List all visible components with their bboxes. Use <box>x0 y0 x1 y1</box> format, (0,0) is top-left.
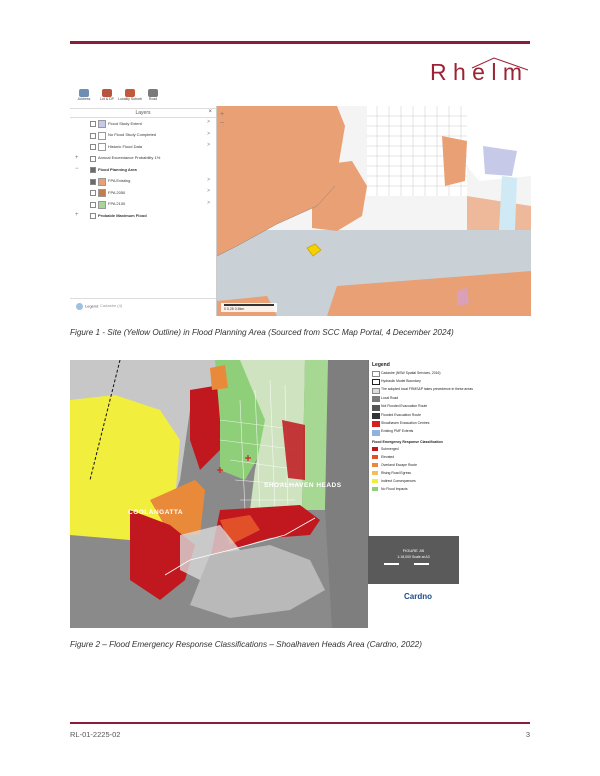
figure-number: FIGURE J/6 <box>402 548 425 553</box>
classification-label: Submerged <box>381 446 399 451</box>
header-rule <box>70 41 530 44</box>
layer-checkbox[interactable] <box>90 202 96 208</box>
figure-number-block <box>368 536 459 584</box>
layers-panel-footer <box>70 298 216 317</box>
layer-swatch <box>98 201 106 209</box>
classification-item <box>372 470 458 477</box>
flood-planning-map-graphic <box>217 106 531 316</box>
legend-swatch <box>372 421 380 427</box>
layer-swatch <box>98 143 106 151</box>
legend-item <box>372 370 458 377</box>
layer-checkbox[interactable] <box>90 121 96 127</box>
legend-item-label: Existing PMF Extents <box>381 429 414 434</box>
layer-checkbox[interactable] <box>90 133 96 139</box>
toolbar-button[interactable] <box>72 88 96 108</box>
layer-label: FPA Existing <box>108 178 131 183</box>
classification-swatch <box>372 487 378 491</box>
document-reference: RL-01-2225-02 <box>70 730 121 739</box>
scale-bar <box>221 303 277 312</box>
scale-bar-text: 0 0.25 0.5km <box>224 307 245 311</box>
toolbar-button[interactable] <box>118 88 142 108</box>
scale-note: 1:18,000 Scale at A3 <box>397 555 430 559</box>
toolbar-button-label: Address <box>77 97 91 101</box>
layer-row[interactable] <box>70 176 216 186</box>
classification-swatch <box>372 455 378 459</box>
legend-item <box>372 412 458 419</box>
layer-row[interactable] <box>70 141 216 151</box>
cardno-logo: Cardno <box>404 592 432 601</box>
layer-checkbox[interactable] <box>90 167 96 173</box>
classification-swatch <box>372 463 378 467</box>
layer-row[interactable] <box>70 199 216 209</box>
flood-planning-map[interactable] <box>216 106 531 316</box>
layer-row[interactable] <box>70 118 216 128</box>
toolbar-button-label: Road <box>148 97 158 101</box>
road-icon <box>148 89 158 97</box>
legend-swatch <box>372 371 380 377</box>
legend-swatch <box>372 388 380 394</box>
chevron-right-icon[interactable]: > <box>207 176 210 183</box>
classification-label: Rising Road Egress <box>381 470 411 475</box>
classification-title: Flood Emergency Response Classification <box>372 440 443 444</box>
toolbar-button[interactable] <box>95 88 119 108</box>
layer-row[interactable] <box>70 187 216 197</box>
classification-swatch <box>372 447 378 451</box>
logo-text: R h e l m <box>430 59 523 85</box>
legend-label: Legend <box>85 303 99 309</box>
locality-icon <box>125 89 135 97</box>
legend-swatch <box>372 396 380 402</box>
legend-swatch <box>372 413 380 419</box>
layer-label: FPA 2050 <box>108 189 126 195</box>
legend-icon <box>76 303 83 310</box>
layer-row[interactable] <box>70 210 216 220</box>
classification-label: Elevated <box>381 454 395 459</box>
layer-label: Flood Planning Area <box>98 166 137 172</box>
legend-swatch <box>372 405 380 411</box>
lot-dp-icon <box>102 89 112 97</box>
layer-checkbox[interactable] <box>90 144 96 150</box>
toolbar-button-label: Locality Suburb <box>118 97 143 101</box>
zoom-controls[interactable]: + − <box>220 111 225 127</box>
close-icon[interactable]: × <box>208 109 212 115</box>
classification-swatch <box>372 471 378 475</box>
figure-2-map <box>70 360 473 628</box>
layer-checkbox[interactable] <box>90 156 96 162</box>
legend-button[interactable] <box>76 303 98 310</box>
legend-item-label: Cadastre (NSW Spatial Services, 2016) <box>381 370 441 375</box>
layer-checkbox[interactable] <box>90 179 96 185</box>
layer-row[interactable] <box>70 153 216 163</box>
layer-label: Annual Exceedance Probability 1% <box>98 155 161 160</box>
figure-1-screenshot <box>70 88 530 316</box>
figure-2-caption: Figure 2 – Flood Emergency Response Classifications – Shoalhaven Heads Area (Cardno, 2022) <box>70 640 422 649</box>
classification-item <box>372 446 458 453</box>
chevron-right-icon[interactable]: > <box>207 188 210 194</box>
legend-item-label: Shoalhaven Evacuation Centres <box>381 420 430 425</box>
coolangatta-label: COOLANGATTA <box>128 509 184 516</box>
classification-item <box>372 462 458 469</box>
classification-item <box>372 454 458 461</box>
cadastre-search-button[interactable]: Cadastre (4) <box>100 303 123 308</box>
legend-title: Legend <box>372 362 390 368</box>
legend-swatch <box>372 430 380 436</box>
legend-item-label: The adopted local FRMS&P takes precedence in these areas <box>381 387 473 392</box>
layer-swatch <box>98 189 106 197</box>
layer-row[interactable] <box>70 164 216 174</box>
classification-swatch <box>372 479 378 483</box>
layers-panel-header <box>70 108 216 118</box>
expand-icon[interactable]: − <box>75 166 79 172</box>
legend-item-label: Not Flooded Evacuation Route <box>381 404 428 409</box>
scale-bar-line <box>224 304 274 306</box>
layer-label: No Flood Study Completed <box>108 132 157 137</box>
figure-1-caption: Figure 1 - Site (Yellow Outline) in Flood Planning Area (Sourced from SCC Map Portal, 4 December 2024) <box>70 328 454 337</box>
layer-row[interactable] <box>70 130 216 140</box>
legend-item-label: Flooded Evacuation Route <box>381 412 421 417</box>
layer-label: FPA 2100 <box>108 201 126 206</box>
page-number: 3 <box>525 730 530 739</box>
layer-checkbox[interactable] <box>90 213 96 219</box>
legend-item <box>372 420 458 427</box>
legend-item <box>372 429 458 436</box>
classification-item <box>372 478 458 485</box>
classification-label: Indirect Consequences <box>381 478 416 483</box>
chevron-right-icon[interactable]: > <box>207 142 210 148</box>
map-toolbar <box>70 88 216 108</box>
layer-label: Historic Flood Data <box>108 143 143 149</box>
rhelm-logo <box>428 56 532 86</box>
scale-bar-graphic <box>384 563 444 565</box>
legend-item <box>372 404 458 411</box>
layer-label: Flood Study Extent <box>108 120 142 126</box>
layer-checkbox[interactable] <box>90 190 96 196</box>
expand-icon[interactable]: + <box>75 154 79 161</box>
classification-item <box>372 486 458 493</box>
footer-rule <box>70 722 530 724</box>
layer-swatch <box>98 178 106 186</box>
layer-swatch <box>98 132 106 140</box>
layers-title: Layers <box>135 110 151 116</box>
chevron-right-icon[interactable]: > <box>207 130 210 137</box>
legend-swatch <box>372 379 380 385</box>
classification-label: No Flood Impacts <box>381 486 408 491</box>
layer-swatch <box>98 120 106 128</box>
classification-label: Overland Escape Route <box>381 462 417 467</box>
layer-label: Probable Maximum Flood <box>98 212 147 218</box>
legend-item <box>372 387 473 394</box>
chevron-right-icon[interactable]: > <box>207 199 210 206</box>
shoalhaven-heads-label: SHOALHAVEN HEADS <box>264 482 342 489</box>
address-icon <box>79 89 89 97</box>
toolbar-button[interactable] <box>141 88 165 108</box>
chevron-right-icon[interactable]: > <box>207 119 210 125</box>
credit-block <box>368 584 459 628</box>
legend-item-label: Hydraulic Model Boundary <box>381 378 421 383</box>
legend-item <box>372 395 458 402</box>
legend-item <box>372 378 458 385</box>
toolbar-button-label: Lot & DP <box>99 97 114 101</box>
legend-item-label: Local Road <box>381 395 399 400</box>
map-legend <box>368 360 473 536</box>
expand-icon[interactable]: + <box>75 212 79 218</box>
